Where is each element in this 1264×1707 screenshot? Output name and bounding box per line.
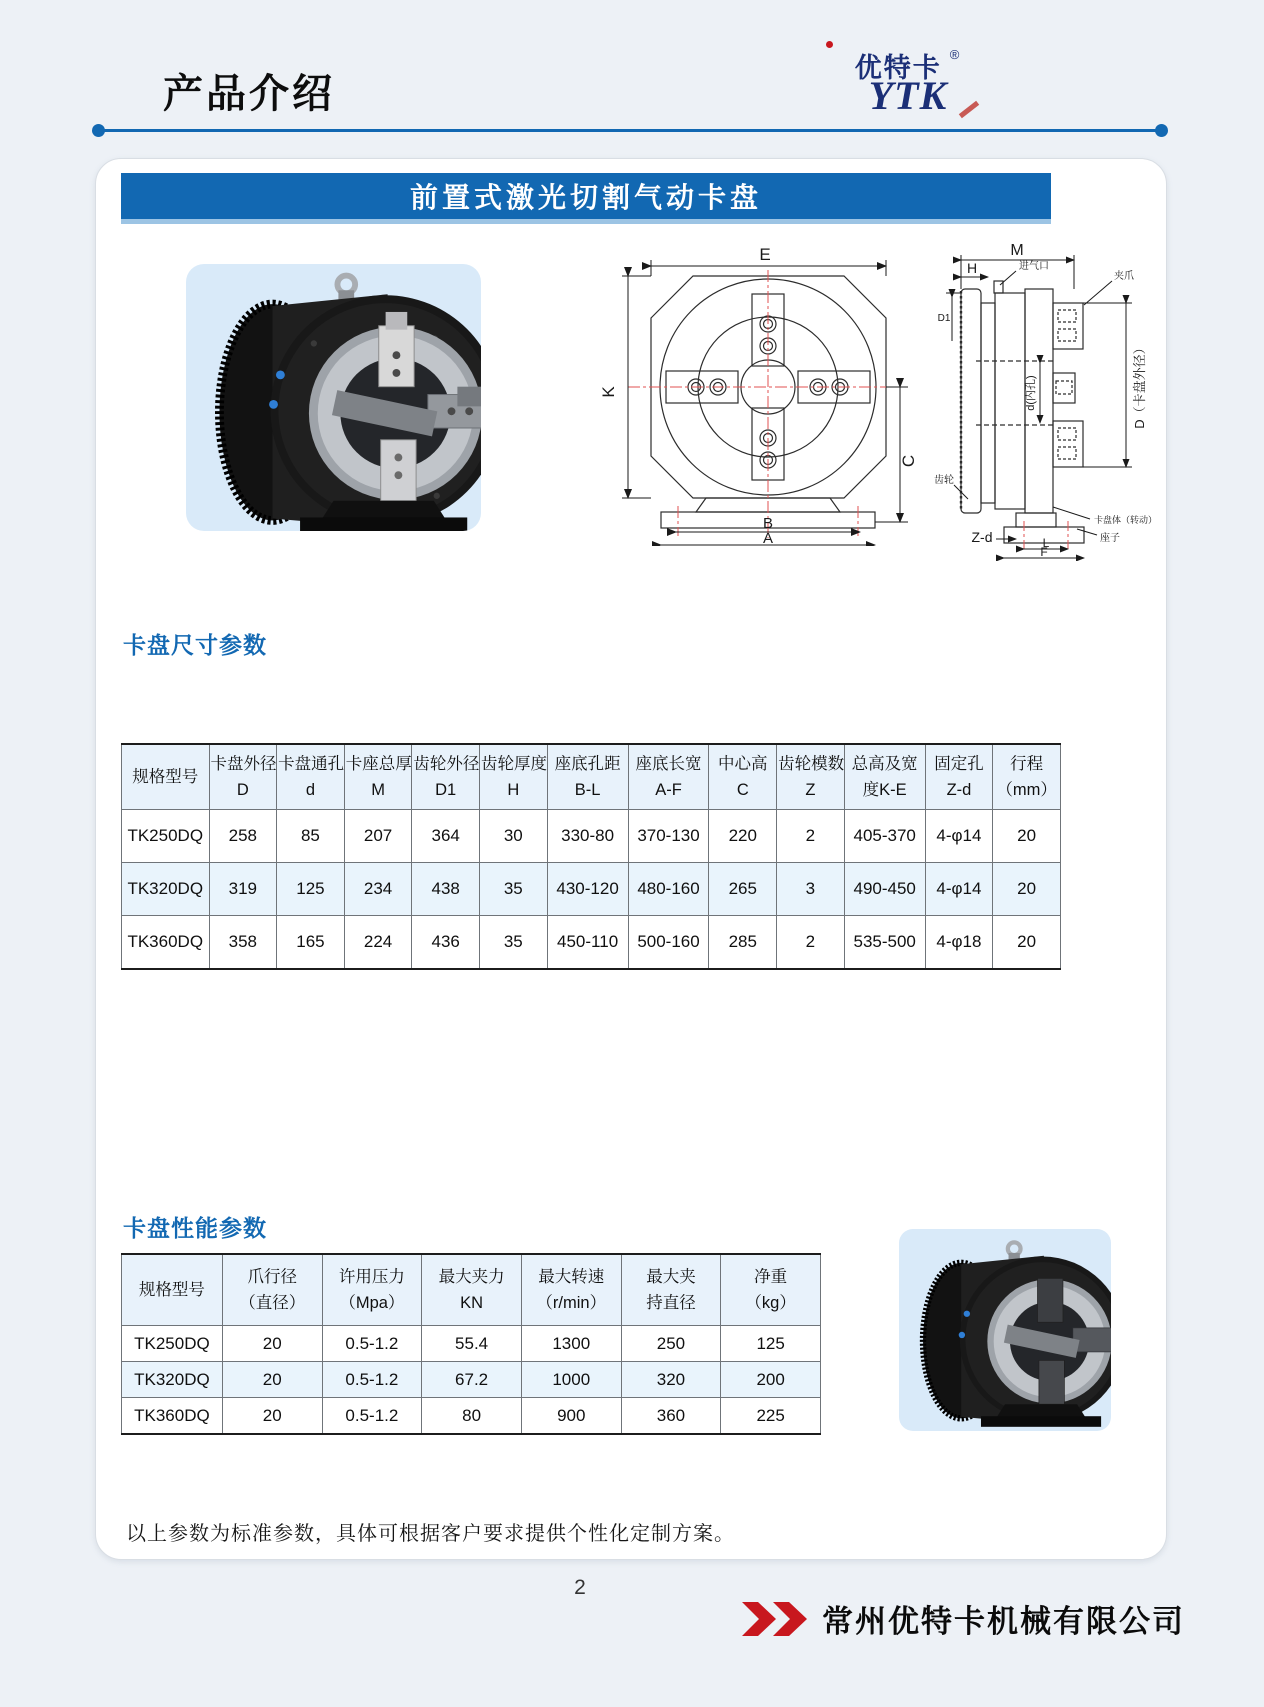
table-cell: 535-500 — [844, 916, 925, 970]
table-cell: 20 — [222, 1362, 322, 1398]
column-header: 齿轮模数 Z — [777, 744, 845, 810]
table-cell: 165 — [277, 916, 345, 970]
column-header: 最大夹力 KN — [422, 1254, 522, 1326]
table-cell: 20 — [222, 1398, 322, 1435]
double-chevron-icon — [742, 1602, 808, 1636]
table-cell: 0.5-1.2 — [322, 1398, 422, 1435]
table-row — [122, 863, 1061, 916]
page-number: 2 — [574, 1576, 586, 1599]
table-cell: 265 — [709, 863, 777, 916]
annotation-chuck-body: 卡盘体（转动） — [1094, 515, 1158, 525]
table-cell: 364 — [412, 810, 480, 863]
table-cell: 450-110 — [547, 916, 628, 970]
annotation-air-inlet: 进气口 — [1019, 261, 1049, 272]
dim-label-h: H — [966, 260, 978, 276]
table-cell: 2 — [777, 916, 845, 970]
table-cell: 358 — [209, 916, 277, 970]
column-header: 许用压力 （Mpa） — [322, 1254, 422, 1326]
table-row — [122, 1398, 821, 1435]
logo-en-text: YTK — [868, 73, 948, 118]
company-name: 常州优特卡机械有限公司 — [822, 1604, 1185, 1639]
product-photo-main — [186, 264, 481, 531]
table-cell: 1000 — [521, 1362, 621, 1398]
table-cell: TK320DQ — [122, 863, 210, 916]
dim-label-l: L — [1042, 536, 1050, 550]
table-cell: 900 — [521, 1398, 621, 1435]
brand-logo — [808, 48, 1008, 116]
logo-red-stroke-icon — [959, 101, 979, 118]
column-header: 最大转速 （r/min） — [521, 1254, 621, 1326]
table-cell: TK250DQ — [122, 1326, 223, 1362]
table-cell: 500-160 — [628, 916, 709, 970]
table-cell: 330-80 — [547, 810, 628, 863]
performance-table — [121, 1253, 821, 1435]
table-cell: 4-φ18 — [925, 916, 993, 970]
side-view-drawing — [916, 241, 1166, 561]
table-cell: 30 — [480, 810, 548, 863]
table-row — [122, 916, 1061, 970]
table-cell: 430-120 — [547, 863, 628, 916]
column-header: 规格型号 — [122, 1254, 223, 1326]
table-cell: 250 — [621, 1326, 721, 1362]
table-cell: 370-130 — [628, 810, 709, 863]
table-cell: 224 — [344, 916, 412, 970]
table-cell: 80 — [422, 1398, 522, 1435]
table-row — [122, 1362, 821, 1398]
dim-label-f: F — [1040, 545, 1048, 559]
dim-label-k: K — [599, 386, 618, 398]
dim-label-zd: Z-d — [971, 529, 993, 545]
logo-red-dot-icon — [826, 41, 833, 48]
column-header: 卡座总厚 M — [344, 744, 412, 810]
table-cell: 67.2 — [422, 1362, 522, 1398]
table-cell: 220 — [709, 810, 777, 863]
performance-table-head — [122, 1254, 821, 1326]
annotation-base: 座子 — [1100, 533, 1120, 544]
logo-cn-text: 优特卡 — [854, 53, 942, 83]
table-cell: 360 — [621, 1398, 721, 1435]
table-row — [122, 810, 1061, 863]
table-cell: TK360DQ — [122, 1398, 223, 1435]
table-cell: 0.5-1.2 — [322, 1362, 422, 1398]
performance-table-body — [122, 1326, 821, 1435]
table-cell: 3 — [777, 863, 845, 916]
annotation-gear: 齿轮 — [934, 475, 954, 486]
dim-label-d1: D1 — [937, 313, 951, 324]
divider-dot-right — [1155, 124, 1168, 137]
table-cell: 35 — [480, 916, 548, 970]
table-cell: 320 — [621, 1362, 721, 1398]
product-banner: 前置式激光切割气动卡盘 — [121, 173, 1051, 224]
footer-company — [742, 1596, 1185, 1641]
divider-dot-left — [92, 124, 105, 137]
table-cell: 1300 — [521, 1326, 621, 1362]
content-card — [95, 158, 1167, 1560]
table-cell: 480-160 — [628, 863, 709, 916]
dimension-table-head — [122, 744, 1061, 810]
column-header: 齿轮外径 D1 — [412, 744, 480, 810]
table-cell: 234 — [344, 863, 412, 916]
annotation-inner-hole: d(内孔) — [1025, 375, 1037, 411]
table-cell: 225 — [721, 1398, 821, 1435]
table-cell: TK360DQ — [122, 916, 210, 970]
table-cell: 125 — [721, 1326, 821, 1362]
footnote: 以上参数为标准参数，具体可根据客户要求提供个性化定制方案。 — [126, 1523, 735, 1545]
product-photo-small — [899, 1229, 1111, 1431]
annotation-outer-dia: D（卡盘外径） — [1132, 341, 1147, 429]
dim-label-b: B — [762, 515, 774, 532]
table-cell: 0.5-1.2 — [322, 1326, 422, 1362]
table-cell: TK250DQ — [122, 810, 210, 863]
table-cell: 20 — [993, 916, 1061, 970]
section-title-dimensions: 卡盘尺寸参数 — [123, 632, 267, 658]
table-cell: 2 — [777, 810, 845, 863]
table-cell: 4-φ14 — [925, 810, 993, 863]
column-header: 净重 （kg） — [721, 1254, 821, 1326]
column-header: 总高及宽 度K-E — [844, 744, 925, 810]
section-title-performance: 卡盘性能参数 — [123, 1215, 267, 1241]
table-cell: 20 — [222, 1326, 322, 1362]
table-cell: 200 — [721, 1362, 821, 1398]
annotation-jaw: 夹爪 — [1114, 271, 1134, 282]
table-cell: TK320DQ — [122, 1362, 223, 1398]
table-cell: 20 — [993, 863, 1061, 916]
dimension-table — [121, 743, 1061, 970]
table-row — [122, 1326, 821, 1362]
table-cell: 405-370 — [844, 810, 925, 863]
brand-logo-ytk — [808, 73, 1008, 118]
column-header: 行程 （mm） — [993, 744, 1061, 810]
table-cell: 125 — [277, 863, 345, 916]
table-cell: 85 — [277, 810, 345, 863]
table-cell: 285 — [709, 916, 777, 970]
table-cell: 55.4 — [422, 1326, 522, 1362]
column-header: 规格型号 — [122, 744, 210, 810]
dim-label-m: M — [1010, 242, 1024, 259]
front-view-drawing — [556, 246, 956, 546]
column-header: 爪行径 （直径） — [222, 1254, 322, 1326]
table-cell: 20 — [993, 810, 1061, 863]
column-header: 齿轮厚度 H — [480, 744, 548, 810]
table-cell: 258 — [209, 810, 277, 863]
table-cell: 436 — [412, 916, 480, 970]
header-divider — [96, 129, 1164, 132]
registered-mark: ® — [949, 47, 962, 62]
dim-label-a: A — [762, 530, 774, 546]
chuck-photo-illustration — [186, 264, 481, 531]
column-header: 卡盘外径 D — [209, 744, 277, 810]
chuck-photo-illustration-small — [899, 1229, 1111, 1431]
dim-label-e: E — [759, 246, 771, 264]
column-header: 最大夹 持直径 — [621, 1254, 721, 1326]
dim-label-c: C — [899, 454, 918, 468]
table-cell: 438 — [412, 863, 480, 916]
column-header: 固定孔 Z-d — [925, 744, 993, 810]
dimension-table-body — [122, 810, 1061, 970]
table-cell: 35 — [480, 863, 548, 916]
column-header: 座底长宽 A-F — [628, 744, 709, 810]
table-cell: 319 — [209, 863, 277, 916]
table-cell: 4-φ14 — [925, 863, 993, 916]
table-cell: 207 — [344, 810, 412, 863]
column-header: 中心高 C — [709, 744, 777, 810]
table-cell: 490-450 — [844, 863, 925, 916]
page-title: 产品介绍 — [163, 72, 335, 116]
column-header: 卡盘通孔 d — [277, 744, 345, 810]
column-header: 座底孔距 B-L — [547, 744, 628, 810]
